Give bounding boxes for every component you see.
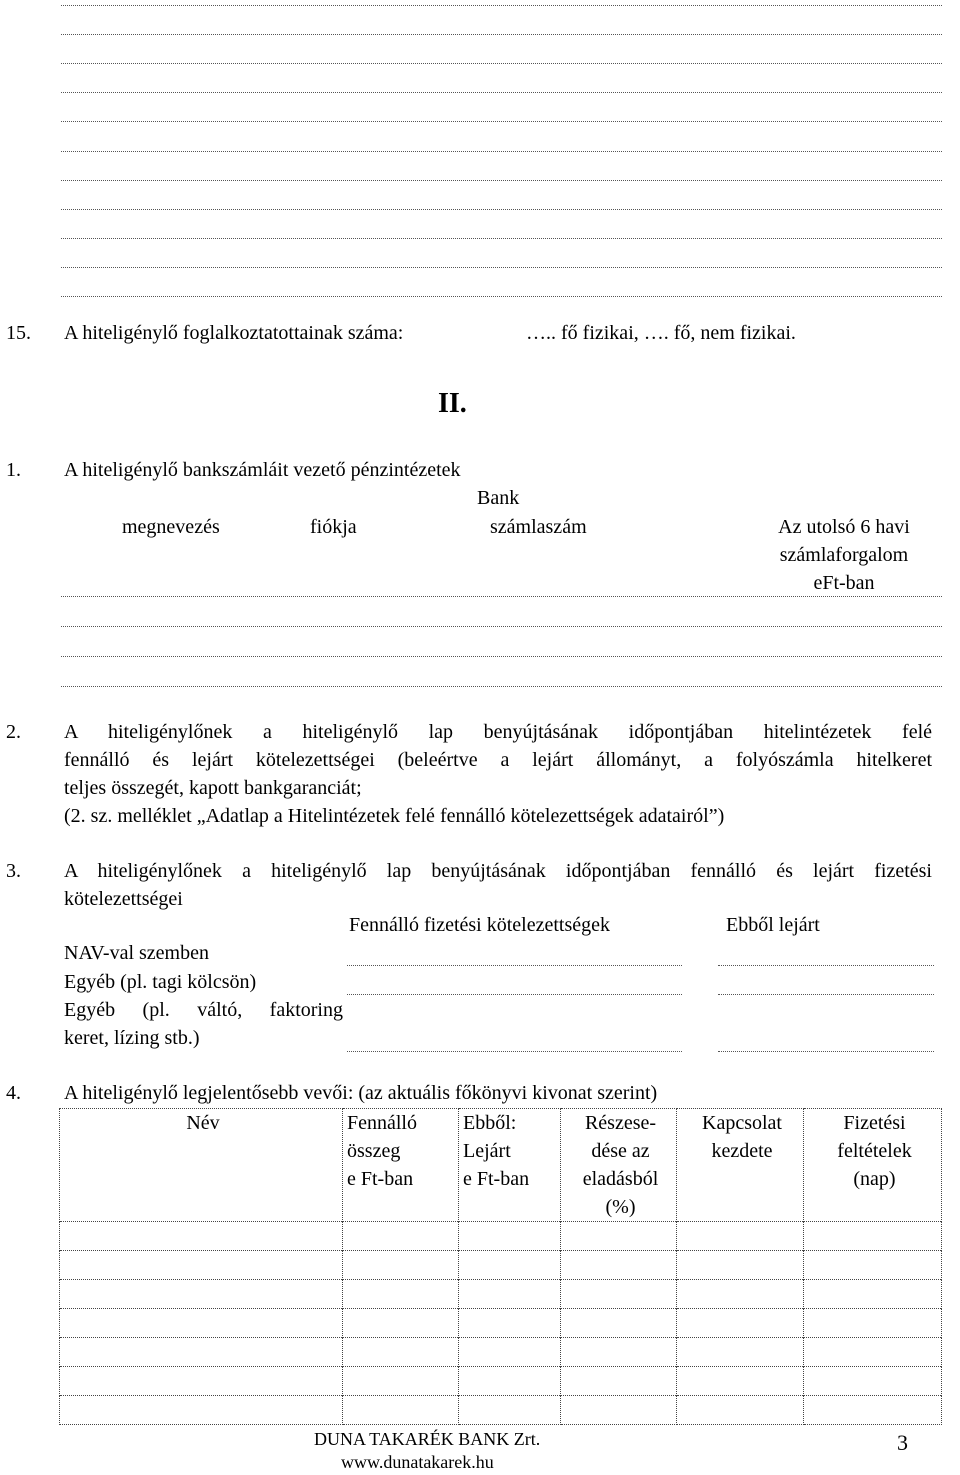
section-3-line-1: A hiteligénylőnek a hiteligénylő lap benyújtásának időpontjában fennálló és lejárt fizetési [64, 860, 932, 882]
answer-line[interactable] [61, 656, 942, 657]
table-row[interactable] [60, 1309, 942, 1338]
section-2-line-4: (2. sz. melléklet „Adatlap a Hitelintézetek felé fennálló kötelezettségek adatairól”) [64, 805, 725, 827]
col-turnover-header-3: eFt-ban [813, 572, 875, 594]
table-row[interactable] [60, 1280, 942, 1309]
table-row[interactable] [60, 1222, 942, 1251]
other-lease-overdue-field[interactable] [718, 1051, 934, 1052]
table-row[interactable] [60, 1396, 942, 1425]
col-existing-header: Fennálló fizetési kötelezettségek [349, 914, 611, 936]
customers-table [59, 1108, 942, 1425]
header-overdue: Ebből: Lejárt e Ft-ban [459, 1109, 561, 1222]
other-loan-existing-field[interactable] [347, 994, 682, 995]
section-1-number: 1. [6, 459, 21, 481]
section-2-line-1: A hiteligénylőnek a hiteligénylő lap benyújtásának időpontjában hitelintézetek felé [64, 721, 932, 743]
section-3-number: 3. [6, 860, 21, 882]
row-nav-label: NAV-val szemben [64, 942, 209, 964]
row-other-lease-label-2: keret, lízing stb.) [64, 1027, 200, 1049]
col-turnover-header-2: számlaforgalom [779, 544, 909, 566]
header-share: Részese- dése az eladásból (%) [561, 1109, 677, 1222]
col-overdue-header: Ebből lejárt [726, 914, 820, 936]
footer-company: DUNA TAKARÉK BANK Zrt. [314, 1429, 541, 1449]
row-other-loan-label: Egyéb (pl. tagi kölcsön) [64, 971, 257, 993]
row-other-lease-label-1: Egyéb (pl. váltó, faktoring [64, 999, 343, 1021]
section-4-title: A hiteligénylő legjelentősebb vevői: (az aktuális főkönyvi kivonat szerint) [64, 1082, 658, 1104]
page-number: 3 [897, 1430, 908, 1455]
header-name: Név [60, 1109, 343, 1222]
answer-line[interactable] [61, 267, 942, 268]
answer-line[interactable] [61, 296, 942, 297]
answer-line[interactable] [61, 151, 942, 152]
nav-overdue-field[interactable] [718, 965, 934, 966]
section-2-line-3: teljes összegét, kapott bankgaranciát; [64, 777, 362, 799]
section-4-number: 4. [6, 1082, 21, 1104]
bank-label: Bank [477, 487, 520, 509]
col-account-header: számlaszám [490, 516, 587, 538]
nav-existing-field[interactable] [347, 965, 682, 966]
table-row[interactable] [60, 1338, 942, 1367]
section-15-value[interactable]: ….. fő fizikai, …. fő, nem fizikai. [526, 322, 796, 344]
other-lease-existing-field[interactable] [347, 1051, 682, 1052]
answer-line[interactable] [61, 5, 942, 6]
answer-line[interactable] [61, 63, 942, 64]
footer-website[interactable]: www.dunatakarek.hu [341, 1452, 494, 1472]
section-3-line-2: kötelezettségei [64, 888, 183, 910]
answer-line[interactable] [61, 34, 942, 35]
answer-line[interactable] [61, 686, 942, 687]
header-relation-start: Kapcsolat kezdete [677, 1109, 804, 1222]
answer-line[interactable] [61, 238, 942, 239]
section-15-label: A hiteligénylő foglalkoztatottainak száma: [64, 322, 404, 344]
table-row[interactable] [60, 1367, 942, 1396]
header-payment-terms: Fizetési feltételek (nap) [804, 1109, 942, 1222]
other-loan-overdue-field[interactable] [718, 994, 934, 995]
col-name-header: megnevezés [122, 516, 220, 538]
part-heading: II. [438, 388, 467, 419]
answer-line[interactable] [61, 209, 942, 210]
answer-line[interactable] [61, 180, 942, 181]
answer-line[interactable] [61, 121, 942, 122]
answer-line[interactable] [61, 626, 942, 627]
table-row[interactable] [60, 1251, 942, 1280]
section-2-number: 2. [6, 721, 21, 743]
col-turnover-header-1: Az utolsó 6 havi [778, 516, 910, 538]
header-amount: Fennálló összeg e Ft-ban [343, 1109, 459, 1222]
col-branch-header: fiókja [310, 516, 357, 538]
section-2-line-2: fennálló és lejárt kötelezettségei (beleértve a lejárt állományt, a folyószámla hitelkeret [64, 749, 932, 771]
answer-line[interactable] [61, 92, 942, 93]
answer-line[interactable] [61, 596, 942, 597]
section-15-number: 15. [6, 322, 31, 344]
table-header-row [60, 1109, 942, 1222]
section-1-title: A hiteligénylő bankszámláit vezető pénzintézetek [64, 459, 461, 481]
